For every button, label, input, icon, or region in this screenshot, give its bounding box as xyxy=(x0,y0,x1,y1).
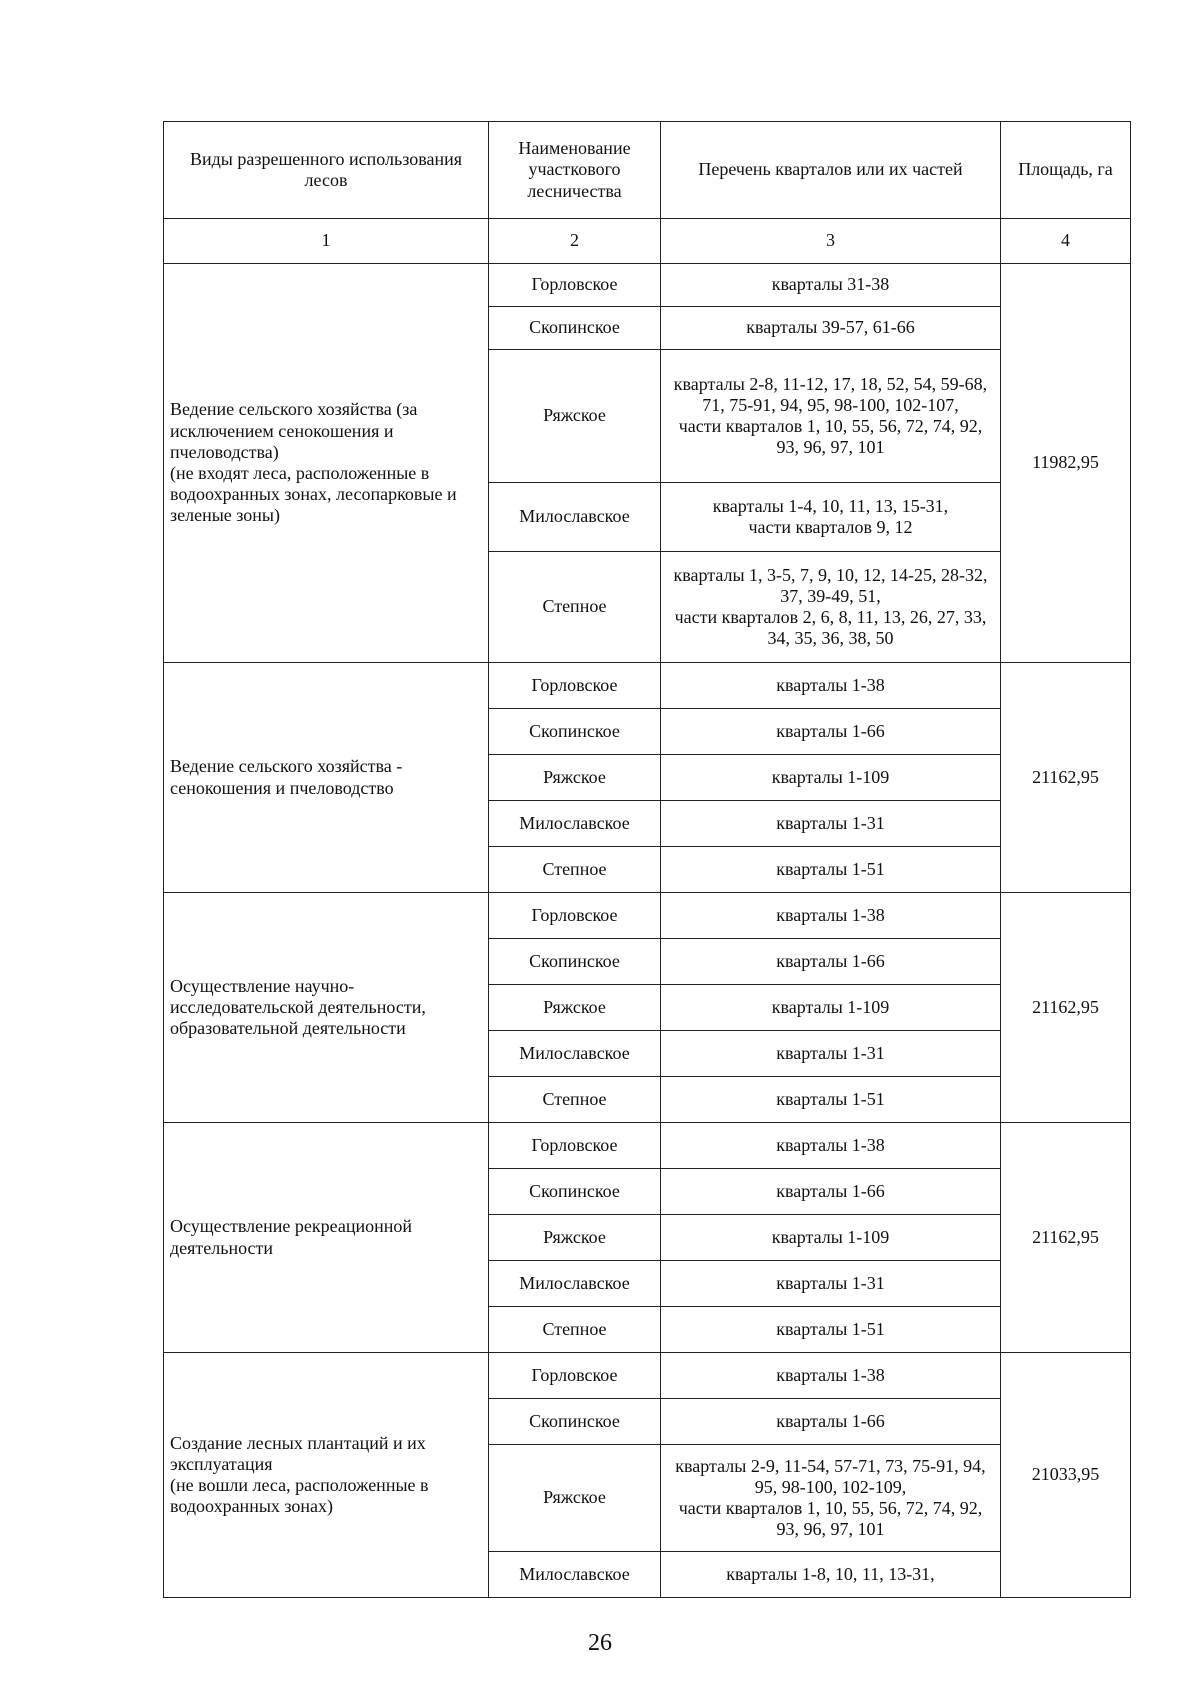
quarters-cell: кварталы 1-51 xyxy=(661,1077,1001,1123)
use-type-text: Ведение сельского хозяйства (за исключением сенокошения и пчеловодства) (не входят леса, расположенные в водоохранных зонах, лесопарковые и зеленые зоны) xyxy=(170,399,457,526)
quarters-cell: кварталы 1-51 xyxy=(661,1307,1001,1353)
forestry-cell: Скопинское xyxy=(489,709,661,755)
use-type-cell: Ведение сельского хозяйства - сенокошения и пчеловодство xyxy=(164,663,489,893)
forestry-cell: Скопинское xyxy=(489,1169,661,1215)
table-row xyxy=(164,663,1131,709)
forestry-cell: Горловское xyxy=(489,1123,661,1169)
forestry-cell: Ряжское xyxy=(489,1445,661,1552)
area-cell: 21162,95 xyxy=(1001,893,1131,1123)
forestry-cell: Горловское xyxy=(489,1353,661,1399)
quarters-cell: кварталы 1-38 xyxy=(661,1123,1001,1169)
page-number: 26 xyxy=(588,1630,612,1656)
quarters-cell: кварталы 1-66 xyxy=(661,709,1001,755)
quarters-cell: кварталы 1-38 xyxy=(661,893,1001,939)
quarters-cell: кварталы 1-109 xyxy=(661,755,1001,801)
header-forestry-name: Наименование участкового лесничества xyxy=(489,122,661,219)
area-cell: 21162,95 xyxy=(1001,663,1131,893)
forestry-cell: Ряжское xyxy=(489,1215,661,1261)
forestry-cell: Горловское xyxy=(489,264,661,307)
forestry-cell: Милославское xyxy=(489,1261,661,1307)
column-number: 3 xyxy=(661,219,1001,264)
quarters-cell: кварталы 1-109 xyxy=(661,985,1001,1031)
quarters-cell: кварталы 1-66 xyxy=(661,1169,1001,1215)
quarters-cell xyxy=(661,350,1001,483)
forestry-cell: Скопинское xyxy=(489,1399,661,1445)
header-use-type: Виды разрешенного использования лесов xyxy=(164,122,489,219)
forestry-cell: Ряжское xyxy=(489,755,661,801)
table-row xyxy=(164,264,1131,307)
quarters-text: кварталы 1-4, 10, 11, 13, 15-31, части кварталов 9, 12 xyxy=(712,495,949,537)
quarters-cell: кварталы 1-38 xyxy=(661,663,1001,709)
table-row xyxy=(164,1123,1131,1169)
forestry-cell: Степное xyxy=(489,552,661,663)
forestry-cell: Милославское xyxy=(489,483,661,552)
quarters-cell: кварталы 1-31 xyxy=(661,801,1001,847)
quarters-text: кварталы 2-8, 11-12, 17, 18, 52, 54, 59-68, 71, 75-91, 94, 95, 98-100, 102-107, части кварталов 1, 10, 55, 56, 72, 74, 92, 93, 96, 97, 101 xyxy=(673,373,988,458)
forestry-cell: Степное xyxy=(489,847,661,893)
use-type-cell: Осуществление рекреационной деятельности xyxy=(164,1123,489,1353)
quarters-cell: кварталы 31-38 xyxy=(661,264,1001,307)
table-row xyxy=(164,1353,1131,1399)
forestry-cell: Ряжское xyxy=(489,985,661,1031)
use-type-text: Создание лесных плантаций и их эксплуатация (не вошли леса, расположенные в водоохранных зонах) xyxy=(170,1432,429,1517)
quarters-cell: кварталы 1-109 xyxy=(661,1215,1001,1261)
use-type-cell: Осуществление научно-исследовательской деятельности, образовательной деятельности xyxy=(164,893,489,1123)
area-cell: 11982,95 xyxy=(1001,264,1131,663)
forestry-cell: Горловское xyxy=(489,663,661,709)
forestry-cell: Милославское xyxy=(489,1552,661,1598)
quarters-cell xyxy=(661,1445,1001,1552)
quarters-cell: кварталы 39-57, 61-66 xyxy=(661,307,1001,350)
quarters-cell xyxy=(661,552,1001,663)
header-area: Площадь, га xyxy=(1001,122,1131,219)
forestry-cell: Милославское xyxy=(489,1031,661,1077)
quarters-cell: кварталы 1-66 xyxy=(661,939,1001,985)
quarters-text: кварталы 2-9, 11-54, 57-71, 73, 75-91, 94, 95, 98-100, 102-109, части кварталов 1, 10, 55, 56, 72, 74, 92, 93, 96, 97, 101 xyxy=(675,1455,986,1540)
quarters-cell: кварталы 1-8, 10, 11, 13-31, xyxy=(661,1552,1001,1598)
use-type-cell xyxy=(164,1353,489,1598)
table-row xyxy=(164,893,1131,939)
column-number: 1 xyxy=(164,219,489,264)
area-cell: 21162,95 xyxy=(1001,1123,1131,1353)
forestry-cell: Скопинское xyxy=(489,307,661,350)
column-number: 2 xyxy=(489,219,661,264)
forest-use-table xyxy=(163,121,1131,1598)
header-quarters-list: Перечень кварталов или их частей xyxy=(661,122,1001,219)
use-type-cell xyxy=(164,264,489,663)
quarters-cell: кварталы 1-31 xyxy=(661,1031,1001,1077)
forestry-cell: Степное xyxy=(489,1307,661,1353)
forestry-cell: Скопинское xyxy=(489,939,661,985)
quarters-text: кварталы 1, 3-5, 7, 9, 10, 12, 14-25, 28-32, 37, 39-49, 51, части кварталов 2, 6, 8, 11, 13, 26, 27, 33, 34, 35, 36, 38, 50 xyxy=(673,564,988,649)
quarters-cell xyxy=(661,483,1001,552)
area-cell: 21033,95 xyxy=(1001,1353,1131,1598)
column-number: 4 xyxy=(1001,219,1131,264)
quarters-cell: кварталы 1-31 xyxy=(661,1261,1001,1307)
quarters-cell: кварталы 1-51 xyxy=(661,847,1001,893)
forestry-cell: Горловское xyxy=(489,893,661,939)
forestry-cell: Милославское xyxy=(489,801,661,847)
quarters-cell: кварталы 1-38 xyxy=(661,1353,1001,1399)
forestry-cell: Ряжское xyxy=(489,350,661,483)
forestry-cell: Степное xyxy=(489,1077,661,1123)
quarters-cell: кварталы 1-66 xyxy=(661,1399,1001,1445)
column-number-row xyxy=(164,219,1131,264)
table-header-row xyxy=(164,122,1131,219)
